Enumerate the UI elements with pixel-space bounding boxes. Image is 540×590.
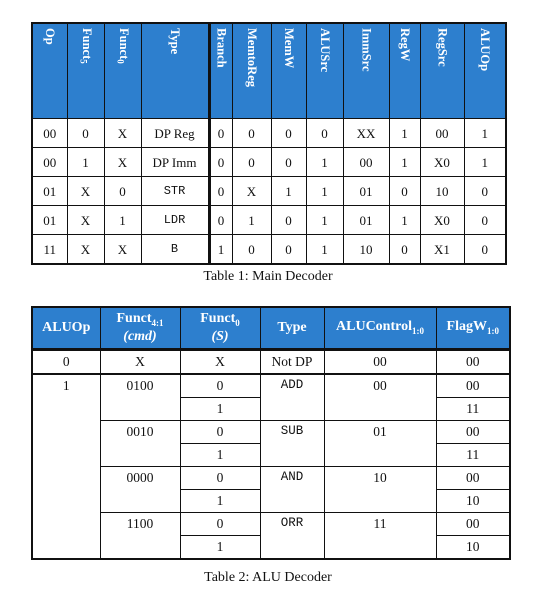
cell-s: 0 [180, 421, 260, 444]
header-type: Type [260, 307, 324, 350]
cell-type: SUB [260, 421, 324, 467]
header-funct41: Funct$_{4:1}$ (cmd) [100, 307, 180, 350]
header-flagw: FlagW$_{1:0}$ [436, 307, 510, 350]
cell-regw: 1 [389, 119, 420, 148]
table-row [32, 148, 506, 177]
cell-branch: 0 [209, 119, 232, 148]
cell-regsrc: 10 [420, 177, 464, 206]
cell-regw: 0 [389, 177, 420, 206]
header-type: Type [141, 23, 209, 119]
cell-cmd: 1100 [100, 513, 180, 560]
cell-memtoreg: 1 [232, 206, 271, 235]
cell-alucontrol: 00 [324, 350, 436, 375]
cell-alusrc: 1 [306, 177, 343, 206]
table-row [32, 350, 510, 375]
table-row [32, 119, 506, 148]
table-row [32, 513, 510, 536]
cell-regsrc: 00 [420, 119, 464, 148]
header-memw: MemW [271, 23, 306, 119]
cell-s: 0 [180, 513, 260, 536]
cell-type: LDR [141, 206, 209, 235]
alu-decoder-header-row [32, 307, 510, 350]
cell-funct0: 1 [104, 206, 141, 235]
cell-aluop: 0 [32, 350, 100, 375]
cell-funct0: 0 [104, 177, 141, 206]
cell-flagw: 10 [436, 536, 510, 560]
main-decoder-table [31, 22, 507, 265]
cell-flagw: 10 [436, 490, 510, 513]
cell-op: 01 [32, 177, 67, 206]
table-row [32, 467, 510, 490]
header-regw: RegW [389, 23, 420, 119]
cell-alusrc: 1 [306, 235, 343, 265]
cell-flagw: 00 [436, 513, 510, 536]
cell-alusrc: 1 [306, 148, 343, 177]
cell-op: 00 [32, 148, 67, 177]
header-alucontrol: ALUControl$_{1:0}$ [324, 307, 436, 350]
cell-op: 01 [32, 206, 67, 235]
cell-alucontrol: 10 [324, 467, 436, 513]
cell-flagw: 11 [436, 398, 510, 421]
cell-aluop: 0 [464, 177, 506, 206]
cell-s: 0 [180, 374, 260, 398]
cell-regsrc: X1 [420, 235, 464, 265]
cell-flagw: 00 [436, 374, 510, 398]
cell-funct0: X [104, 119, 141, 148]
cell-memw: 0 [271, 206, 306, 235]
cell-type: DP Reg [141, 119, 209, 148]
cell-alusrc: 1 [306, 206, 343, 235]
header-aluop: ALUOp [464, 23, 506, 119]
header-regsrc: RegSrc [420, 23, 464, 119]
cell-s: 1 [180, 444, 260, 467]
header-alusrc: ALUSrc [306, 23, 343, 119]
cell-alusrc: 0 [306, 119, 343, 148]
cell-branch: 0 [209, 206, 232, 235]
cell-aluop: 1 [464, 148, 506, 177]
cell-type: AND [260, 467, 324, 513]
cell-flagw: 00 [436, 350, 510, 375]
header-funct5: Funct$_5$ [67, 23, 104, 119]
cell-aluop: 1 [464, 119, 506, 148]
header-branch: Branch [209, 23, 232, 119]
cell-regw: 0 [389, 235, 420, 265]
header-memtoreg: MemtoReg [232, 23, 271, 119]
cell-cmd: 0000 [100, 467, 180, 513]
cell-regw: 1 [389, 148, 420, 177]
cell-branch: 0 [209, 177, 232, 206]
cell-aluop: 1 [32, 374, 100, 559]
table-row [32, 374, 510, 398]
header-immsrc: ImmSrc [343, 23, 389, 119]
alu-decoder-table [31, 306, 511, 560]
cell-s: 1 [180, 398, 260, 421]
cell-regsrc: X0 [420, 206, 464, 235]
cell-s: 0 [180, 467, 260, 490]
cell-s: 1 [180, 490, 260, 513]
cell-funct5: 0 [67, 119, 104, 148]
cell-funct5: 1 [67, 148, 104, 177]
cell-funct5: X [67, 206, 104, 235]
table-row [32, 206, 506, 235]
cell-type: B [141, 235, 209, 265]
cell-immsrc: 10 [343, 235, 389, 265]
cell-alucontrol: 11 [324, 513, 436, 560]
cell-immsrc: 00 [343, 148, 389, 177]
cell-flagw: 00 [436, 421, 510, 444]
cell-regsrc: X0 [420, 148, 464, 177]
cell-flagw: 11 [436, 444, 510, 467]
cell-aluop: 0 [464, 206, 506, 235]
cell-type: STR [141, 177, 209, 206]
cell-memw: 0 [271, 148, 306, 177]
table-row [32, 421, 510, 444]
cell-type: ADD [260, 374, 324, 421]
cell-type: Not DP [260, 350, 324, 375]
cell-memw: 1 [271, 177, 306, 206]
cell-type: ORR [260, 513, 324, 560]
cell-immsrc: 01 [343, 177, 389, 206]
table1-caption: Table 1: Main Decoder [203, 269, 333, 284]
cell-alucontrol: 01 [324, 421, 436, 467]
cell-alucontrol: 00 [324, 374, 436, 421]
cell-memtoreg: 0 [232, 148, 271, 177]
cell-funct5: X [67, 177, 104, 206]
cell-cmd: 0010 [100, 421, 180, 467]
cell-cmd: 0100 [100, 374, 180, 421]
cell-s: 1 [180, 536, 260, 560]
cell-immsrc: 01 [343, 206, 389, 235]
header-op: Op [32, 23, 67, 119]
header-funct0: Funct$_0$ (S) [180, 307, 260, 350]
header-funct0: Funct$_0$ [104, 23, 141, 119]
cell-memtoreg: 0 [232, 235, 271, 265]
main-decoder-header-row [32, 23, 506, 119]
cell-funct5: X [67, 235, 104, 265]
cell-memtoreg: X [232, 177, 271, 206]
cell-type: DP Imm [141, 148, 209, 177]
cell-op: 11 [32, 235, 67, 265]
cell-cmd: X [100, 350, 180, 375]
cell-branch: 1 [209, 235, 232, 265]
header-aluop: ALUOp [32, 307, 100, 350]
header-cmd: (cmd) [123, 328, 157, 344]
cell-s: X [180, 350, 260, 375]
table2-caption: Table 2: ALU Decoder [204, 570, 332, 585]
table-row [32, 177, 506, 206]
cell-branch: 0 [209, 148, 232, 177]
cell-memtoreg: 0 [232, 119, 271, 148]
cell-memw: 0 [271, 235, 306, 265]
header-s: (S) [211, 328, 229, 344]
cell-funct0: X [104, 148, 141, 177]
cell-aluop: 0 [464, 235, 506, 265]
table-row [32, 235, 506, 265]
cell-funct0: X [104, 235, 141, 265]
cell-op: 00 [32, 119, 67, 148]
cell-memw: 0 [271, 119, 306, 148]
cell-flagw: 00 [436, 467, 510, 490]
cell-regw: 1 [389, 206, 420, 235]
cell-immsrc: XX [343, 119, 389, 148]
